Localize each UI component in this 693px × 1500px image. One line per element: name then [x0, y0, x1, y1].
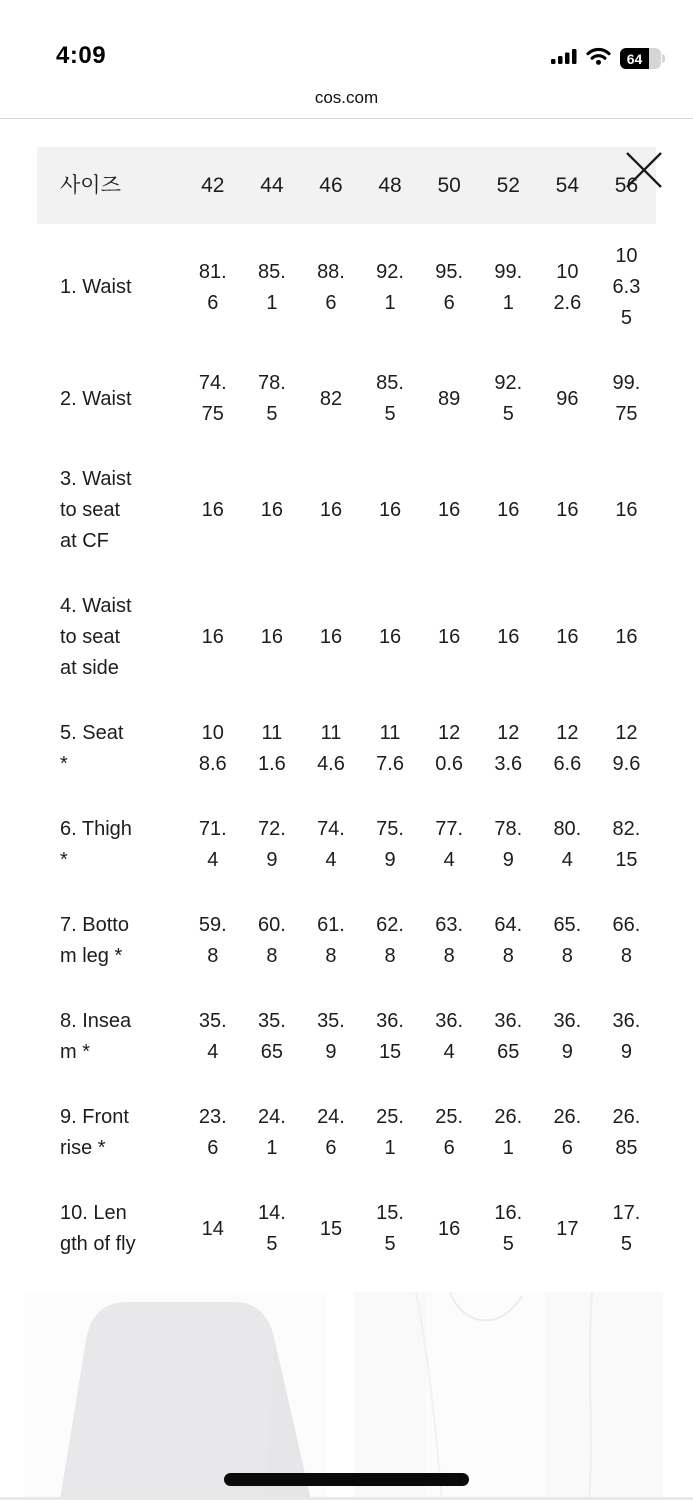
- measurement-cell: [361, 447, 420, 574]
- battery-icon: [620, 48, 665, 69]
- measurement-cell: [420, 701, 479, 797]
- row-label: 4. Waist to seat at side: [60, 595, 132, 679]
- measurement-value: 24.1: [257, 1106, 286, 1159]
- close-button[interactable]: [622, 148, 666, 194]
- measurement-cell: [420, 351, 479, 447]
- measurement-cell: [183, 447, 242, 574]
- product-image-top[interactable]: [354, 1292, 663, 1500]
- measurement-value: 71.4: [198, 818, 227, 871]
- table-row: [37, 1085, 656, 1181]
- row-label-cell: [37, 797, 183, 893]
- measurement-value: 81.6: [198, 260, 227, 314]
- measurement-cell: [361, 893, 420, 989]
- measurement-cell: [301, 224, 360, 351]
- measurement-cell: [183, 1181, 242, 1277]
- address-bar-url[interactable]: cos.com: [314, 88, 379, 107]
- measurement-value: 78.9: [494, 818, 523, 871]
- measurement-value: 16: [556, 499, 579, 522]
- measurement-value: 95.6: [435, 260, 464, 314]
- measurement-cell: [301, 989, 360, 1085]
- measurement-value: 35.65: [257, 1010, 286, 1063]
- measurement-cell: [597, 701, 656, 797]
- measurement-cell: [242, 893, 301, 989]
- measurement-value: 74.4: [317, 818, 345, 871]
- measurement-value: 14.5: [257, 1202, 286, 1255]
- measurement-cell: [538, 1085, 597, 1181]
- size-column-header: 52: [479, 147, 538, 224]
- measurement-cell: [183, 1085, 242, 1181]
- measurement-value: 77.4: [435, 818, 464, 871]
- measurement-value: 16: [378, 499, 402, 522]
- table-row: [37, 1181, 656, 1277]
- product-gallery: [0, 1292, 693, 1500]
- row-label-cell: [37, 574, 183, 701]
- measurement-value: 82: [319, 387, 343, 410]
- measurement-cell: [301, 701, 360, 797]
- size-table-body: [37, 224, 656, 1325]
- measurement-cell: [420, 224, 479, 351]
- measurement-value: 15.5: [376, 1202, 404, 1255]
- measurement-value: 26.85: [612, 1106, 641, 1159]
- size-column-header: 56: [597, 147, 656, 224]
- measurement-cell: [301, 574, 360, 701]
- row-label-cell: [37, 447, 183, 574]
- measurement-cell: [479, 1085, 538, 1181]
- measurement-cell: [242, 701, 301, 797]
- measurement-cell: [242, 1085, 301, 1181]
- measurement-value: 64.8: [494, 914, 523, 967]
- row-label: 3. Waist to seat at CF: [60, 468, 132, 552]
- measurement-cell: [538, 701, 597, 797]
- size-table: [37, 147, 656, 1325]
- measurement-cell: [183, 701, 242, 797]
- measurement-value: 14: [201, 1217, 224, 1240]
- row-label-cell: [37, 351, 183, 447]
- measurement-value: 35.9: [317, 1010, 345, 1063]
- measurement-cell: [479, 574, 538, 701]
- measurement-value: 117.6: [376, 722, 404, 775]
- measurement-value: 16: [438, 1217, 461, 1240]
- measurement-value: 92.1: [376, 260, 404, 314]
- measurement-value: 96: [556, 387, 579, 410]
- measurement-value: 89: [438, 387, 461, 410]
- measurement-value: 16: [438, 499, 461, 522]
- measurement-cell: [538, 447, 597, 574]
- product-image-trousers[interactable]: [24, 1292, 327, 1500]
- measurement-cell: [538, 989, 597, 1085]
- battery-empty-part: [649, 48, 661, 69]
- size-column-header: 42: [183, 147, 242, 224]
- home-indicator[interactable]: [224, 1473, 469, 1486]
- measurement-cell: [420, 1181, 479, 1277]
- measurement-cell: [420, 893, 479, 989]
- row-label: 9. Front rise *: [60, 1106, 129, 1159]
- row-label: 6. Thigh *: [60, 818, 132, 871]
- measurement-value: 59.8: [198, 914, 227, 967]
- measurement-cell: [242, 447, 301, 574]
- trousers-shape: [24, 1292, 327, 1500]
- size-column-header: 46: [301, 147, 360, 224]
- row-label-cell: [37, 1181, 183, 1277]
- measurement-value: 114.6: [317, 722, 345, 775]
- measurement-cell: [301, 893, 360, 989]
- measurement-cell: [479, 351, 538, 447]
- measurement-value: 16: [201, 626, 224, 649]
- measurement-value: 17: [556, 1217, 579, 1240]
- row-label-cell: [37, 701, 183, 797]
- measurement-cell: [597, 989, 656, 1085]
- measurement-value: 16: [497, 499, 520, 522]
- cellular-signal-icon: [551, 48, 577, 70]
- measurement-cell: [301, 351, 360, 447]
- measurement-cell: [597, 893, 656, 989]
- size-table-head-row: [37, 147, 656, 224]
- measurement-cell: [420, 797, 479, 893]
- measurement-value: 15: [319, 1217, 343, 1240]
- measurement-value: 16: [615, 499, 638, 522]
- measurement-value: 129.6: [612, 722, 641, 775]
- row-label-cell: [37, 224, 183, 351]
- measurement-cell: [361, 701, 420, 797]
- measurement-cell: [479, 701, 538, 797]
- measurement-value: 75.9: [376, 818, 404, 871]
- measurement-cell: [538, 574, 597, 701]
- size-chart-overlay: [0, 147, 693, 1325]
- table-row: [37, 351, 656, 447]
- measurement-cell: [538, 224, 597, 351]
- table-row: [37, 893, 656, 989]
- table-row: [37, 797, 656, 893]
- wifi-icon: [586, 47, 611, 70]
- measurement-value: 120.6: [435, 722, 464, 775]
- measurement-value: 26.6: [553, 1106, 582, 1159]
- measurement-value: 16: [319, 499, 343, 522]
- measurement-value: 88.6: [317, 260, 345, 314]
- measurement-cell: [183, 989, 242, 1085]
- table-row: [37, 574, 656, 701]
- measurement-value: 25.1: [376, 1106, 404, 1159]
- measurement-cell: [242, 224, 301, 351]
- measurement-cell: [597, 351, 656, 447]
- size-header-label: 사이즈: [37, 147, 183, 224]
- table-row: [37, 989, 656, 1085]
- measurement-value: 16: [378, 626, 402, 649]
- measurement-value: 63.8: [435, 914, 464, 967]
- table-row: [37, 447, 656, 574]
- measurement-value: 24.6: [317, 1106, 345, 1159]
- top-shape: [354, 1292, 663, 1500]
- measurement-cell: [242, 1181, 301, 1277]
- measurement-cell: [538, 351, 597, 447]
- measurement-value: 102.6: [553, 260, 582, 314]
- measurement-cell: [597, 574, 656, 701]
- measurement-value: 35.4: [198, 1010, 227, 1063]
- measurement-cell: [242, 797, 301, 893]
- measurement-value: 99.1: [494, 260, 523, 314]
- measurement-value: 80.4: [553, 818, 582, 871]
- measurement-cell: [301, 797, 360, 893]
- measurement-cell: [361, 1181, 420, 1277]
- measurement-cell: [242, 989, 301, 1085]
- measurement-value: 61.8: [317, 914, 345, 967]
- measurement-value: 78.5: [257, 372, 286, 425]
- measurement-value: 106.35: [612, 245, 641, 329]
- measurement-cell: [479, 893, 538, 989]
- size-column-header: 54: [538, 147, 597, 224]
- measurement-value: 108.6: [198, 722, 227, 775]
- measurement-cell: [479, 224, 538, 351]
- row-label-cell: [37, 989, 183, 1085]
- measurement-cell: [538, 893, 597, 989]
- measurement-cell: [597, 224, 656, 351]
- row-label: 1. Waist: [60, 276, 132, 299]
- size-column-header: 48: [361, 147, 420, 224]
- measurement-cell: [361, 574, 420, 701]
- close-icon: [623, 179, 665, 194]
- measurement-value: 16: [201, 499, 224, 522]
- measurement-value: 123.6: [494, 722, 523, 775]
- measurement-cell: [361, 224, 420, 351]
- measurement-value: 26.1: [494, 1106, 523, 1159]
- measurement-cell: [479, 1181, 538, 1277]
- measurement-cell: [183, 797, 242, 893]
- measurement-cell: [361, 989, 420, 1085]
- measurement-cell: [597, 1085, 656, 1181]
- row-label: 5. Seat *: [60, 722, 124, 775]
- measurement-cell: [301, 1181, 360, 1277]
- measurement-cell: [420, 1085, 479, 1181]
- measurement-cell: [479, 447, 538, 574]
- measurement-value: 74.75: [198, 372, 227, 425]
- measurement-cell: [301, 1085, 360, 1181]
- row-label-cell: [37, 893, 183, 989]
- measurement-cell: [183, 574, 242, 701]
- measurement-value: 16: [260, 626, 283, 649]
- measurement-value: 36.4: [435, 1010, 464, 1063]
- measurement-cell: [420, 447, 479, 574]
- measurement-value: 16: [615, 626, 638, 649]
- measurement-cell: [242, 574, 301, 701]
- row-label: 10. Length of fly: [60, 1202, 136, 1255]
- row-label: 2. Waist: [60, 387, 132, 410]
- table-row: [37, 224, 656, 351]
- measurement-value: 16: [438, 626, 461, 649]
- measurement-cell: [183, 224, 242, 351]
- row-label: 8. Inseam *: [60, 1010, 132, 1063]
- measurement-cell: [361, 797, 420, 893]
- measurement-cell: [361, 1085, 420, 1181]
- measurement-value: 23.6: [198, 1106, 227, 1159]
- measurement-cell: [597, 447, 656, 574]
- measurement-cell: [361, 351, 420, 447]
- measurement-value: 17.5: [612, 1202, 641, 1255]
- measurement-value: 65.8: [553, 914, 582, 967]
- measurement-value: 62.8: [376, 914, 404, 967]
- measurement-value: 16: [497, 626, 520, 649]
- clock: 4:09: [56, 42, 107, 69]
- address-bar[interactable]: [0, 78, 693, 119]
- measurement-value: 16: [319, 626, 343, 649]
- table-row: [37, 701, 656, 797]
- measurement-cell: [420, 989, 479, 1085]
- measurement-cell: [538, 797, 597, 893]
- measurement-cell: [242, 351, 301, 447]
- battery-percent: 64: [620, 48, 649, 69]
- measurement-value: 16: [556, 626, 579, 649]
- row-label-cell: [37, 1085, 183, 1181]
- measurement-value: 111.6: [257, 722, 286, 775]
- measurement-value: 85.1: [257, 260, 286, 314]
- measurement-cell: [479, 797, 538, 893]
- status-icons: [551, 47, 665, 70]
- measurement-value: 92.5: [494, 372, 523, 425]
- row-label: 7. Bottom leg *: [60, 914, 129, 967]
- measurement-cell: [597, 1181, 656, 1277]
- measurement-value: 36.65: [494, 1010, 523, 1063]
- measurement-value: 99.75: [612, 372, 641, 425]
- measurement-cell: [479, 989, 538, 1085]
- measurement-value: 36.15: [376, 1010, 404, 1063]
- measurement-cell: [420, 574, 479, 701]
- measurement-value: 16: [260, 499, 283, 522]
- measurement-value: 126.6: [553, 722, 582, 775]
- measurement-cell: [538, 1181, 597, 1277]
- status-bar: [0, 0, 693, 78]
- battery-tip: [662, 54, 665, 63]
- measurement-value: 66.8: [612, 914, 641, 967]
- measurement-cell: [301, 447, 360, 574]
- measurement-value: 25.6: [435, 1106, 464, 1159]
- measurement-value: 60.8: [257, 914, 286, 967]
- measurement-value: 82.15: [612, 818, 641, 871]
- measurement-value: 72.9: [257, 818, 286, 871]
- measurement-value: 85.5: [376, 372, 404, 425]
- measurement-cell: [183, 351, 242, 447]
- size-column-header: 44: [242, 147, 301, 224]
- measurement-value: 16.5: [494, 1202, 523, 1255]
- measurement-value: 36.9: [612, 1010, 641, 1063]
- measurement-cell: [183, 893, 242, 989]
- measurement-value: 36.9: [553, 1010, 582, 1063]
- measurement-cell: [597, 797, 656, 893]
- size-column-header: 50: [420, 147, 479, 224]
